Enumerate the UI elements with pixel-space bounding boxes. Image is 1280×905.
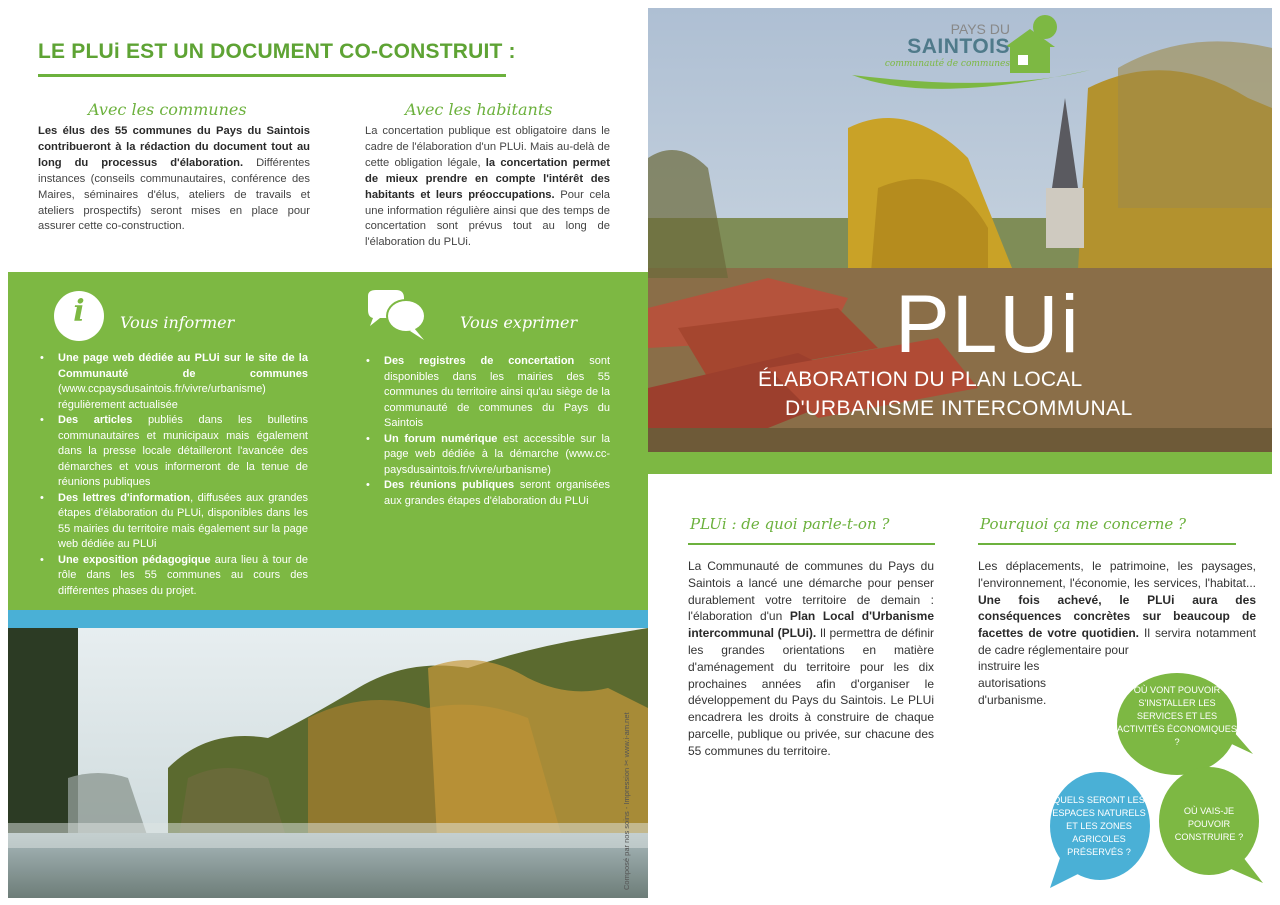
plui-subtitle-line-1: ÉLABORATION DU PLAN LOCAL <box>758 368 1083 391</box>
quoi-underline <box>688 543 935 545</box>
bubble-text: OÙ VONT POUVOIR S'INSTALLER LES SERVICES ET LES ACTIVITÉS ÉCONOMIQUES ? <box>1117 685 1237 747</box>
bubble-text: QUELS SERONT LES ESPACES NATURELS ET LES ZONES AGRICOLES PRÉSERVÉS ? <box>1052 795 1146 857</box>
list-item: • Des réunions publiques seront organisées aux grandes étapes d'élaboration du PLUi <box>362 478 610 509</box>
pourquoi-subtitle: Pourquoi ça me concerne ? <box>980 515 1187 533</box>
info-icon: i <box>54 291 104 341</box>
blue-divider-strip <box>8 610 648 628</box>
speech-bubbles-icon <box>362 288 432 344</box>
habitants-paragraph: La concertation publique est obligatoire dans le cadre de l'élaboration d'un PLUi. Mais au-delà de cette obligation légale, la concertation permet de mieux prendre en compte l'intérêt des habitants et leurs préoccupations. Pour cela une information régulière ainsi que des temps de concertation sont prévus tout au long de l'élaboration du PLUi. <box>365 125 610 249</box>
list-item: • Des lettres d'information, diffusées aux grandes étapes d'élaboration du PLUi, disponibles dans les 55 mairies du territoire mais également sur la page web dédiée au PLUi <box>36 491 308 553</box>
logo-line-1: PAYS DU <box>950 21 1010 37</box>
informer-subtitle: Vous informer <box>120 313 235 332</box>
list-item: • Un forum numérique est accessible sur la page web dédiée à la démarche (www.cc-paysdusaintois.fr/vivre/urbanisme) <box>362 432 610 479</box>
print-credit: Composé par nos soins - Impression ✂ www.i-am.net <box>622 712 631 890</box>
exprimer-subtitle: Vous exprimer <box>460 313 578 332</box>
communes-paragraph: Les élus des 55 communes du Pays du Saintois contribueront à la rédaction du document tout au long du processus d'élaboration. Différentes instances (conseils communautaires, conférence des Maires, séminaires d'élus, ateliers de travails et ateliers prospectifs) seront mises en place pour assurer cette co-construction. <box>38 125 310 233</box>
green-divider-bar <box>648 452 1272 474</box>
quoi-paragraph: La Communauté de communes du Pays du Saintois a lancé une démarche pour penser durablement votre territoire de demain : l'élaboration d'un Plan Local d'Urbanisme intercommunal (PLUi). Il permettra de définir les grandes orientations en matière d'aménagement du territoire pour les dix prochaines années afin d'organiser le développement du Pays du Saintois. Le PLUi encadrera les droits à construire de chaque parcelle, publique ou privée, sur chacune des 55 communes du territoire. <box>688 559 934 758</box>
informer-list <box>36 351 308 599</box>
heading-underline <box>38 74 506 77</box>
list-item: • Une page web dédiée au PLUi sur le site de la Communauté de communes (www.ccpaysdusaintois.fr/vivre/urbanisme) régulièrement actualisée <box>36 351 308 413</box>
question-bubble-espaces <box>1048 770 1150 882</box>
logo-line-3: communauté de communes <box>884 59 1010 69</box>
quoi-subtitle: PLUi : de quoi parle-t-on ? <box>690 515 890 533</box>
pourquoi-paragraph: Les déplacements, le patrimoine, les paysages, l'environnement, l'économie, les services, l'habitat... Une fois achevé, le PLUi aura des conséquences concrètes sur beaucoup de facettes de votre quotidien. Il servira notamment de cadre réglementaire pour <box>978 559 1256 657</box>
saintois-logo <box>850 15 1100 95</box>
exprimer-list <box>362 354 610 509</box>
plui-subtitle-line-2: D'URBANISME INTERCOMMUNAL <box>785 397 1133 420</box>
river-landscape-photo <box>8 628 648 898</box>
communes-subtitle: Avec les communes <box>88 100 247 119</box>
pourquoi-underline <box>978 543 1236 545</box>
question-bubble-construire <box>1155 765 1257 877</box>
list-item: • Des articles publiés dans les bulletins communautaires et municipaux mais également dans la presse locale détailleront l'avancée des démarches et vous informeront de la tenue de réunions publiques <box>36 413 308 491</box>
plui-title: PLUi <box>895 279 1081 370</box>
list-item: • Des registres de concertation sont disponibles dans les mairies des 55 communes du territoire ainsi qu'au siège de la communauté de communes du Pays du Saintois <box>362 354 610 432</box>
question-bubble-services <box>1115 672 1239 776</box>
pourquoi-paragraph-end: instruire les autorisations d'urbanisme. <box>978 659 1047 707</box>
logo-line-2: SAINTOIS <box>907 35 1010 58</box>
habitants-subtitle: Avec les habitants <box>405 100 553 119</box>
list-item: • Une exposition pédagogique aura lieu à tour de rôle dans les 55 communes au cours des différentes phases du projet. <box>36 553 308 600</box>
page-heading: LE PLUi EST UN DOCUMENT CO-CONSTRUIT : <box>38 40 516 63</box>
bubble-text: OÙ VAIS-JE POUVOIR CONSTRUIRE ? <box>1174 806 1244 842</box>
